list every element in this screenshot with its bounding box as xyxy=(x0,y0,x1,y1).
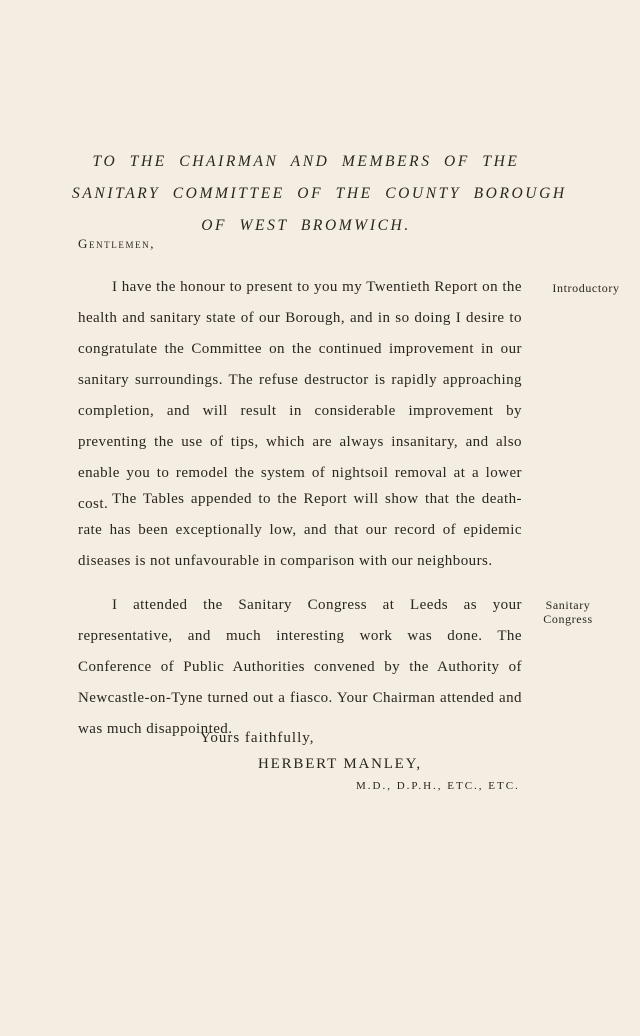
paragraph-text: The Tables appended to the Report will show that the death-rate has been exceptionally low, and that our record of epidemic diseases is not unfavourable in comparison with our neighbours. xyxy=(78,491,522,569)
paragraph-introductory xyxy=(78,272,522,520)
valediction: Yours faithfully, xyxy=(200,730,315,746)
heading-line-1: TO THE CHAIRMAN AND MEMBERS OF THE xyxy=(92,153,520,170)
paragraph-text: I attended the Sanitary Congress at Leeds as your representative, and much interesting work was done. The Conference of Public Authorities convened by the Authority of Newcastle-on-Tyne turned out a fiasco. Your Chairman attended and was much disappointed. xyxy=(78,597,522,737)
salutation: Gentlemen, xyxy=(78,236,156,251)
paragraph-tables xyxy=(78,484,522,577)
paragraph-text: I have the honour to present to you my Twentieth Report on the health and sanitary state of our Borough, and in so doing I desire to congratulate the Committee on the continued improvement in our sanitary surroundings. The refuse destructor is rapidly approaching completion, and will result in considerable improvement by preventing the use of tips, which are always insanitary, and also enable you to remodel the system of nightsoil removal at a lower cost. xyxy=(78,279,522,512)
heading-line-3: OF WEST BROMWICH. xyxy=(201,217,411,234)
signatory-qualifications: M.D., D.P.H., ETC., ETC. xyxy=(356,780,520,792)
margin-note-introductory: Introductory xyxy=(552,281,620,295)
margin-note-sanitary-congress xyxy=(532,598,604,626)
signatory-name: HERBERT MANLEY, xyxy=(258,756,422,772)
margin-note-line: Sanitary xyxy=(545,598,591,612)
heading-line-2: SANITARY COMMITTEE OF THE COUNTY BOROUGH xyxy=(72,185,567,202)
paragraph-congress xyxy=(78,590,522,745)
address-heading xyxy=(72,146,567,242)
margin-note-line: Congress xyxy=(543,612,593,626)
